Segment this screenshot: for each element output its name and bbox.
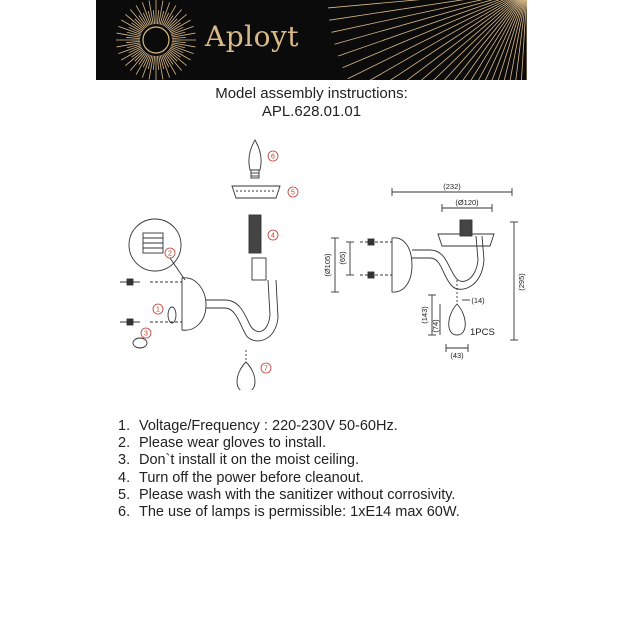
dim-pendant-h: (74) — [431, 319, 440, 333]
dim-canopy: (Ø120) — [455, 198, 479, 207]
callout-5: 5 — [291, 189, 295, 197]
dim-plate: (Ø105) — [323, 253, 332, 277]
candle-bulb-icon — [249, 140, 261, 178]
callout-4: 4 — [271, 232, 275, 240]
callout-6: 6 — [271, 153, 275, 161]
candle-sleeve-icon — [249, 215, 261, 253]
brand-name: Aployt — [205, 20, 300, 53]
wall-plate-icon — [182, 278, 206, 330]
callout-3: 3 — [144, 330, 148, 338]
wall-plate-side-icon — [392, 238, 412, 292]
dim-pendant-w: (43) — [450, 351, 464, 360]
brand-banner — [96, 0, 527, 80]
model-number: APL.628.01.01 — [261, 103, 362, 120]
pcs-label: 1PCS — [470, 327, 495, 338]
instruction-list — [118, 418, 460, 521]
callout-2: 2 — [168, 250, 172, 258]
dim-screws: (65) — [338, 251, 347, 265]
decorative-cup-icon — [232, 186, 280, 198]
list-item: 4. Turn off the power before cleanout. — [118, 469, 364, 486]
dim-link: (14) — [471, 296, 485, 305]
list-item: 1. Voltage/Frequency : 220-230V 50-60Hz. — [118, 418, 398, 434]
list-item: 3. Don`t install it on the moist ceiling. — [118, 452, 360, 469]
assembly-diagram — [0, 130, 623, 390]
list-item: 5. Please wash with the sanitizer without corrosivity. — [118, 486, 456, 503]
dim-drop: (143) — [420, 306, 429, 324]
dim-height: (295) — [517, 273, 526, 291]
curved-arm-icon — [206, 280, 270, 332]
dim-width: (232) — [443, 182, 461, 191]
crystal-pendant-side-icon — [449, 304, 466, 335]
list-item: 6. The use of lamps is permissible: 1xE14 max 60W. — [118, 504, 460, 521]
list-item: 2. Please wear gloves to install. — [118, 435, 326, 452]
sunburst-logo-icon — [96, 0, 527, 80]
callout-1: 1 — [156, 306, 160, 314]
page-title: Model assembly instructions: — [215, 85, 408, 102]
crystal-pendant-icon — [237, 362, 255, 390]
callout-7: 7 — [264, 365, 268, 373]
